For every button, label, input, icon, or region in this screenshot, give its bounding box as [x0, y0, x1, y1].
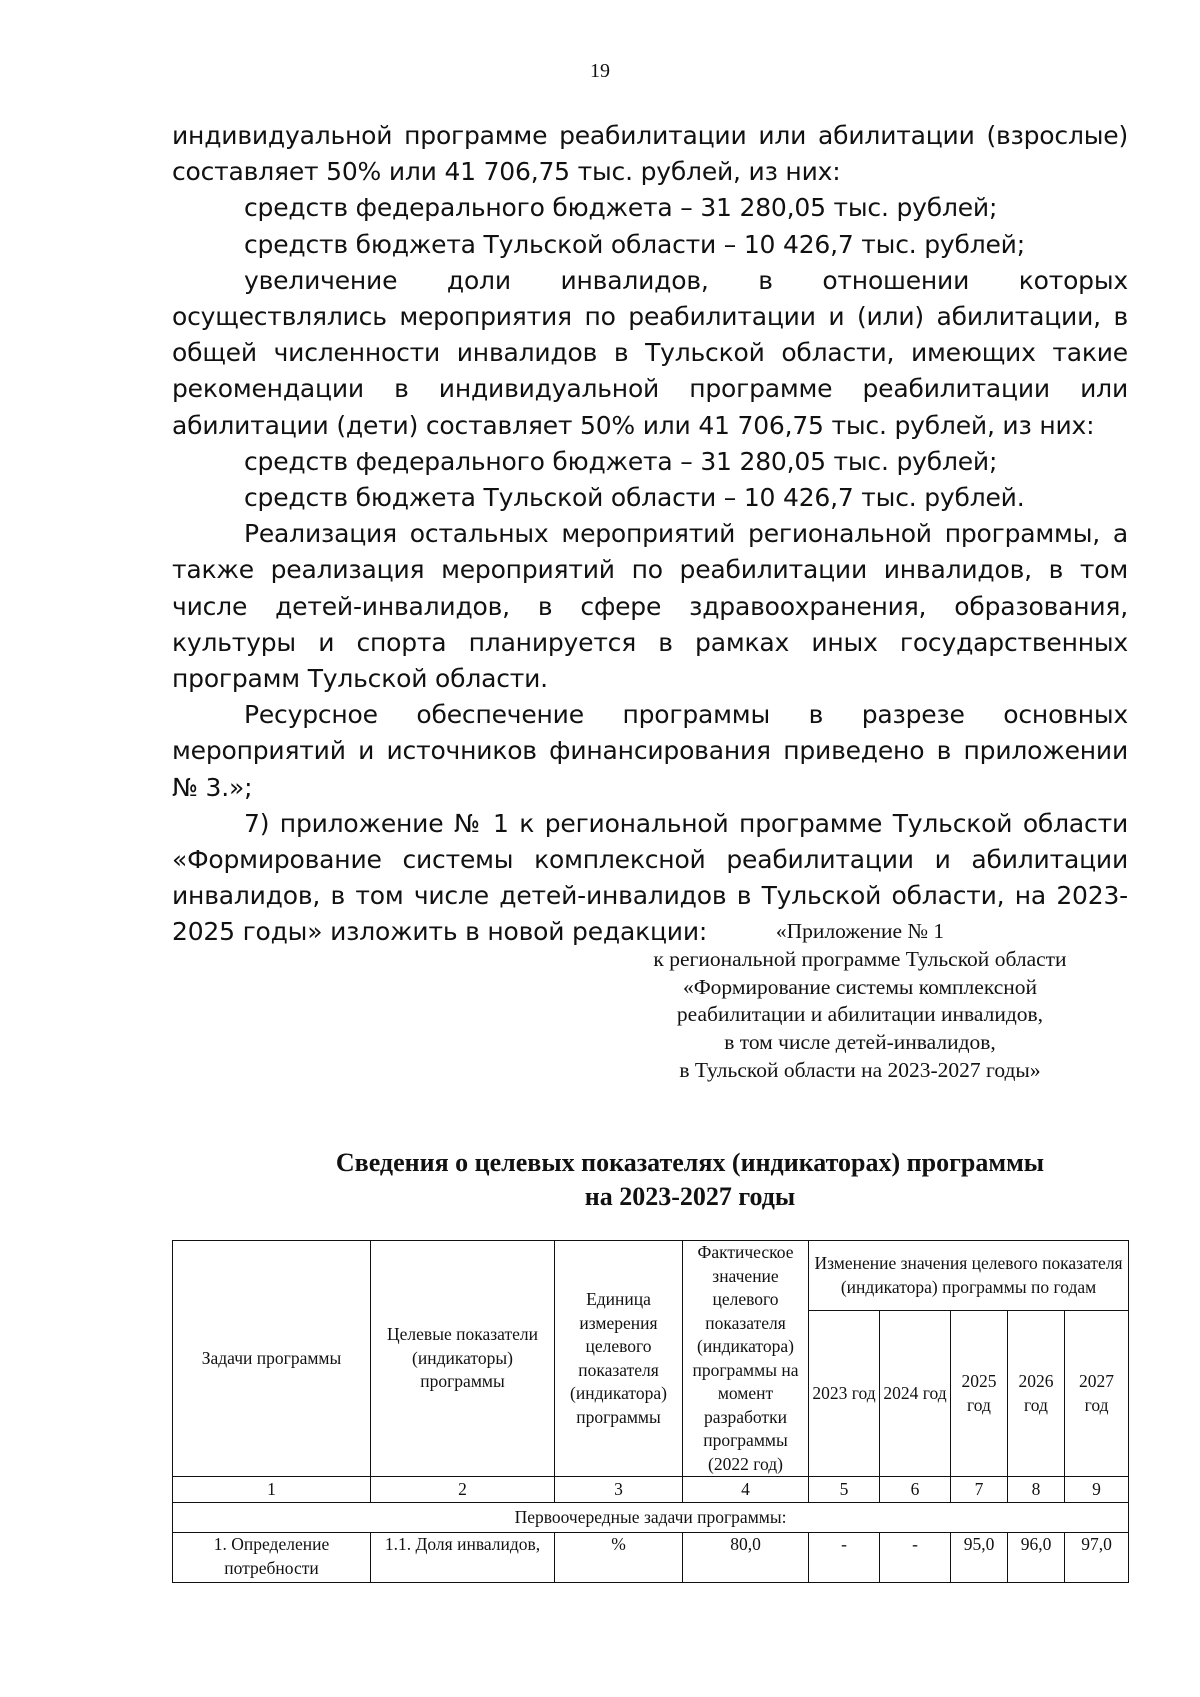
section-row [173, 1503, 1129, 1533]
appendix-line: в том числе детей-инвалидов, [724, 1030, 996, 1055]
paragraph: Реализация остальных мероприятий региональной программы, а также реализация мероприятий по реабилитации инвалидов, в том числе детей-инвалидов, в сфере здравоохранения, образования, культуры и спорта планируется в рамках иных государственных программ Тульской области. [172, 519, 1128, 694]
paragraph: средств бюджета Тульской области – 10 426,7 тыс. рублей; [244, 229, 1025, 259]
year-2026-cell: 96,0 [1008, 1533, 1065, 1583]
body-text [172, 118, 1128, 951]
indicator-cell: 1.1. Доля инвалидов, [371, 1533, 555, 1583]
task-cell: 1. Определение потребности [173, 1533, 371, 1583]
header-unit: Единица измерения целевого показателя (индикатора) программы [555, 1241, 683, 1477]
indicators-table [172, 1240, 1129, 1583]
section-title: Первоочередные задачи программы: [173, 1503, 1129, 1533]
appendix-line: в Тульской области на 2023-2027 годы» [679, 1057, 1041, 1082]
column-number: 2 [371, 1477, 555, 1503]
header-tasks: Задачи программы [173, 1241, 371, 1477]
column-number: 1 [173, 1477, 371, 1503]
table-title-line: Сведения о целевых показателях (индикаторах) программы [335, 1148, 1045, 1177]
paragraph: средств федерального бюджета – 31 280,05 тыс. рублей; [244, 193, 998, 223]
header-actual: Фактическое значение целевого показателя (индикатора) программы на момент разработки программы (2022 год) [683, 1241, 809, 1477]
paragraph: средств федерального бюджета – 31 280,05 тыс. рублей; [244, 446, 998, 476]
header-year: 2023 год [809, 1311, 880, 1477]
column-number: 6 [880, 1477, 951, 1503]
column-number: 5 [809, 1477, 880, 1503]
year-2023-cell: - [809, 1533, 880, 1583]
column-number: 4 [683, 1477, 809, 1503]
appendix-line: к региональной программе Тульской области [653, 946, 1067, 971]
column-number-row [173, 1477, 1129, 1503]
year-2027-cell: 97,0 [1065, 1533, 1129, 1583]
appendix-line: реабилитации и абилитации инвалидов, [676, 1002, 1044, 1027]
page-number: 19 [590, 60, 610, 82]
column-number: 7 [951, 1477, 1008, 1503]
year-2025-cell: 95,0 [951, 1533, 1008, 1583]
header-year: 2024 год [880, 1311, 951, 1477]
actual-value-cell: 80,0 [683, 1533, 809, 1583]
paragraph: 7) приложение № 1 к региональной программе Тульской области «Формирование системы комплексной реабилитации и абилитации инвалидов, в том числе детей-инвалидов в Тульской области, на 2023-2025 годы» изложить в новой редакции: [172, 808, 1128, 947]
table-header-row [173, 1241, 1129, 1311]
table-row [173, 1533, 1129, 1583]
header-year: 2027 год [1065, 1311, 1129, 1477]
column-number: 8 [1008, 1477, 1065, 1503]
table-title-line: на 2023-2027 годы [584, 1182, 796, 1211]
column-number: 9 [1065, 1477, 1129, 1503]
header-change-by-year: Изменение значения целевого показателя (индикатора) программы по годам [809, 1241, 1129, 1311]
header-year: 2025 год [951, 1311, 1008, 1477]
appendix-heading [600, 918, 1120, 1085]
header-year: 2026 год [1008, 1311, 1065, 1477]
year-2024-cell: - [880, 1533, 951, 1583]
appendix-line: «Формирование системы комплексной [682, 974, 1038, 999]
paragraph: средств бюджета Тульской области – 10 426,7 тыс. рублей. [244, 483, 1025, 513]
paragraph: индивидуальной программе реабилитации или абилитации (взрослые) составляет 50% или 41 706,75 тыс. рублей, из них: [172, 121, 1128, 187]
appendix-line: «Приложение № 1 [775, 919, 945, 943]
paragraph: увеличение доли инвалидов, в отношении которых осуществлялись мероприятия по реабилитации и (или) абилитации, в общей численности инвалидов в Тульской области, имеющих такие рекомендации в индивидуальной программе реабилитации или абилитации (дети) составляет 50% или 41 706,75 тыс. рублей, из них: [172, 265, 1128, 440]
table-title [240, 1146, 1140, 1214]
unit-cell: % [555, 1533, 683, 1583]
column-number: 3 [555, 1477, 683, 1503]
paragraph: Ресурсное обеспечение программы в разрезе основных мероприятий и источников финансирования приведено в приложении № 3.»; [172, 700, 1128, 802]
header-indicators: Целевые показатели (индикаторы) программы [371, 1241, 555, 1477]
